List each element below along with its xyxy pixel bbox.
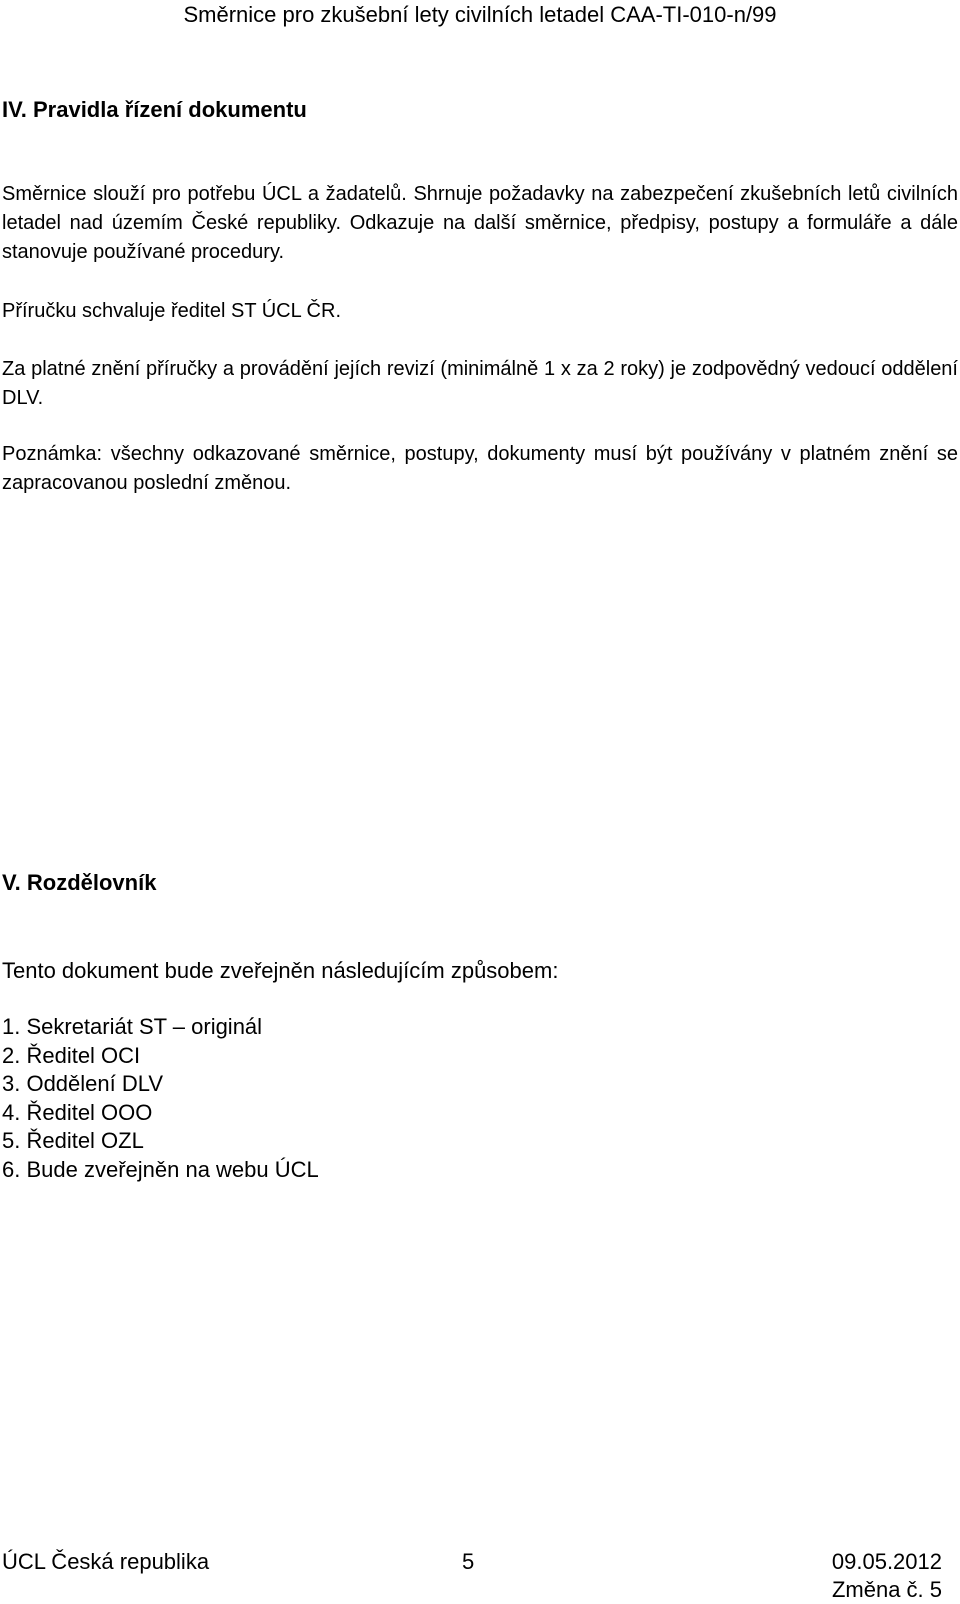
section-iv-heading: IV. Pravidla řízení dokumentu [2,97,307,122]
section-iv-paragraph-note: Poznámka: všechny odkazované směrnice, postupy, dokumenty musí být používány v platném znění se zapracovanou poslední změnou. [2,443,958,494]
section-v-heading: V. Rozdělovník [2,870,157,895]
list-item: 2. Ředitel OCI [2,1042,141,1068]
document-header-title: Směrnice pro zkušební lety civilních letadel CAA-TI-010-n/99 [183,2,777,27]
section-iv-paragraph-approval: Příručku schvaluje ředitel ST ÚCL ČR. [2,300,342,322]
list-item: 3. Oddělení DLV [2,1071,164,1096]
list-item: 1. Sekretariát ST – originál [2,1014,263,1039]
footer-amendment: Změna č. 5 [831,1577,942,1602]
section-iv-paragraph-responsibility: Za platné znění příručky a provádění jejích revizí (minimálně 1 x za 2 roky) je zodpovědný vedoucí oddělení DLV. [2,358,958,409]
list-item: 5. Ředitel OZL [2,1128,144,1153]
footer-date: 09.05.2012 [831,1549,942,1574]
distribution-list [2,1013,319,1184]
list-item: 6. Bude zveřejněn na webu ÚCL [2,1156,319,1182]
footer-organization: ÚCL Česká republika [2,1549,210,1574]
section-iv-paragraph-purpose: Směrnice slouží pro potřebu ÚCL a žadatelů. Shrnuje požadavky na zabezpečení zkušebních letů civilních letadel nad územím České republiky. Odkazuje na další směrnice, předpisy, postupy a formuláře a dále stanovuje používané procedury. [2,183,958,263]
footer-page-number: 5 [462,1549,475,1574]
distribution-intro: Tento dokument bude zveřejněn následujícím způsobem: [2,958,559,983]
list-item: 4. Ředitel OOO [2,1099,153,1125]
